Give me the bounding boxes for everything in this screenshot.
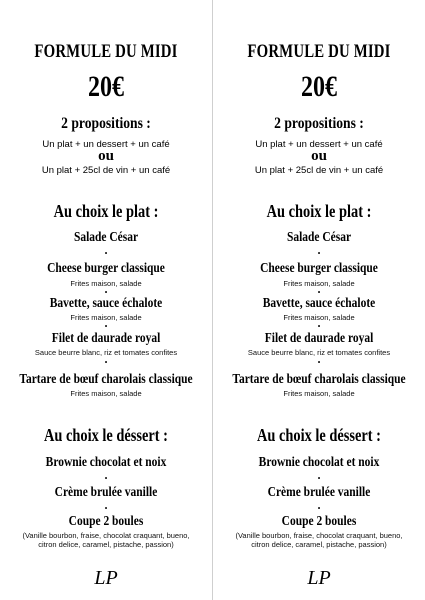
dessert-desc-coupe-line1: (Vanille bourbon, fraise, chocolat craquant, bueno, (235, 531, 403, 540)
menu-column-right (213, 0, 425, 600)
plat-item-bavette: Bavette, sauce échalote (262, 296, 376, 311)
bullet-separator: • (104, 504, 108, 513)
lp-logo: LP (94, 567, 118, 589)
dessert-item-brownie: Brownie chocolat et noix (258, 455, 380, 470)
bullet-separator: • (317, 322, 321, 331)
menu-title: FORMULE DU MIDI (247, 41, 391, 62)
menu-column-left (0, 0, 212, 600)
plat-desc-daurade: Sauce beurre blanc, riz et tomates confites (247, 348, 391, 357)
plat-item-burger: Cheese burger classique (260, 261, 378, 276)
or-label: ou (311, 148, 327, 164)
option-one: Un plat + un dessert + un café (42, 139, 170, 150)
plat-desc-bavette: Frites maison, salade (70, 313, 142, 322)
bullet-separator: • (317, 358, 321, 367)
bullet-separator: • (104, 288, 108, 297)
plat-item-tartare: Tartare de bœuf charolais classique (232, 372, 406, 387)
plat-item-salade: Salade César (73, 230, 139, 245)
plat-item-salade: Salade César (286, 230, 352, 245)
dessert-item-creme-brulee: Crème brulée vanille (267, 485, 371, 500)
plat-desc-tartare: Frites maison, salade (70, 389, 142, 398)
dessert-desc-coupe-line2: citron delice, caramel, pistache, passion) (251, 540, 387, 549)
plat-item-burger: Cheese burger classique (47, 261, 165, 276)
dessert-desc-coupe-line2: citron delice, caramel, pistache, passion) (38, 540, 174, 549)
option-one: Un plat + un dessert + un café (255, 139, 383, 150)
dessert-item-coupe: Coupe 2 boules (281, 514, 357, 529)
bullet-separator: • (317, 474, 321, 483)
bullet-separator: • (317, 249, 321, 258)
menu-title: FORMULE DU MIDI (34, 41, 178, 62)
dessert-item-creme-brulee: Crème brulée vanille (54, 485, 158, 500)
plats-heading: Au choix le plat : (53, 201, 159, 221)
bullet-separator: • (317, 288, 321, 297)
dessert-item-coupe: Coupe 2 boules (68, 514, 144, 529)
bullet-separator: • (317, 504, 321, 513)
desserts-heading: Au choix le déssert : (257, 425, 381, 445)
bullet-separator: • (104, 249, 108, 258)
dessert-item-brownie: Brownie chocolat et noix (45, 455, 167, 470)
plat-item-tartare: Tartare de bœuf charolais classique (19, 372, 193, 387)
plats-heading: Au choix le plat : (266, 201, 372, 221)
lp-logo: LP (307, 567, 331, 589)
plat-item-daurade: Filet de daurade royal (51, 331, 161, 346)
bullet-separator: • (104, 322, 108, 331)
propositions-label: 2 propositions : (61, 115, 151, 132)
plat-desc-burger: Frites maison, salade (70, 279, 142, 288)
option-two: Un plat + 25cl de vin + un café (254, 165, 384, 176)
plat-desc-daurade: Sauce beurre blanc, riz et tomates confites (34, 348, 178, 357)
bullet-separator: • (104, 358, 108, 367)
plat-desc-tartare: Frites maison, salade (283, 389, 355, 398)
bullet-separator: • (104, 474, 108, 483)
option-two: Un plat + 25cl de vin + un café (41, 165, 171, 176)
or-label: ou (98, 148, 114, 164)
propositions-label: 2 propositions : (274, 115, 364, 132)
plat-desc-bavette: Frites maison, salade (283, 313, 355, 322)
desserts-heading: Au choix le déssert : (44, 425, 168, 445)
menu-price: 20€ (88, 70, 124, 103)
plat-item-daurade: Filet de daurade royal (264, 331, 374, 346)
dessert-desc-coupe-line1: (Vanille bourbon, fraise, chocolat craquant, bueno, (22, 531, 190, 540)
plat-desc-burger: Frites maison, salade (283, 279, 355, 288)
plat-item-bavette: Bavette, sauce échalote (49, 296, 163, 311)
menu-price: 20€ (301, 70, 337, 103)
